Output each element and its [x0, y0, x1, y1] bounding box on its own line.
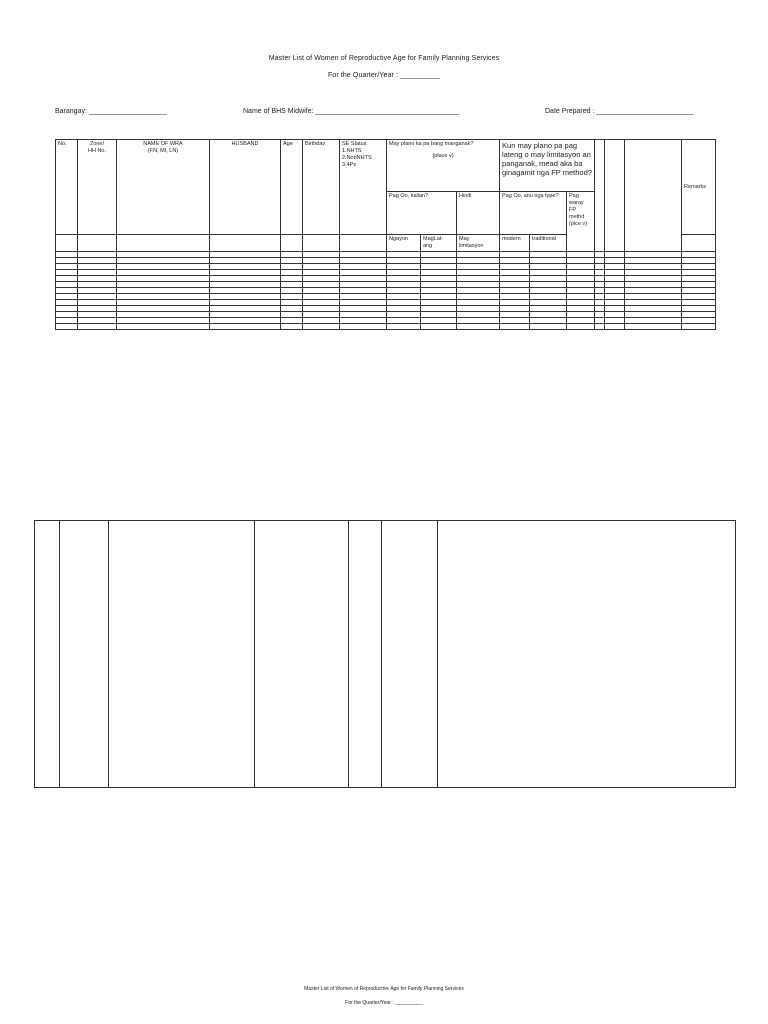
table-cell — [457, 324, 500, 330]
col-hindi-label: Hindi — [459, 193, 472, 199]
col-pag-waray-4: methd — [569, 214, 585, 220]
cell-blank — [56, 235, 78, 252]
col-age — [281, 140, 303, 235]
cell-blank — [340, 235, 387, 252]
col-ngayon — [387, 235, 421, 252]
table-row — [56, 324, 716, 330]
quarter-year-line: For the Quarter/Year : __________ — [327, 72, 440, 79]
column-divider — [437, 521, 438, 787]
col-may-limitasyon — [457, 235, 500, 252]
col-pag-waray — [567, 192, 595, 252]
col-husband — [210, 140, 281, 235]
column-divider — [381, 521, 382, 787]
col-wra-label-1: NAME OF WRA — [143, 141, 183, 147]
col-modern — [500, 235, 530, 252]
col-se-label-1: SE Status — [342, 141, 367, 147]
col-blank-1 — [595, 140, 605, 252]
col-se-status — [340, 140, 387, 235]
page-title: Master List of Women of Reproductive Age for Family Planning Services — [268, 55, 500, 62]
col-traditional-label: traditional — [532, 236, 556, 242]
master-list-table — [55, 139, 716, 330]
col-maglatang — [421, 235, 457, 252]
col-may-plano-place-v: (place v) — [432, 153, 454, 159]
table-cell — [78, 324, 117, 330]
cell-blank — [78, 235, 117, 252]
secondary-table-frame — [34, 520, 736, 788]
footer-quarter-year: For the Quarter/Year : __________ — [345, 1000, 423, 1006]
column-divider — [59, 521, 60, 787]
table-cell — [625, 324, 682, 330]
col-maglatang-1: MagLat- — [423, 236, 444, 242]
footer-title: Master List of Women of Reproductive Age for Family Planning Services — [304, 986, 464, 992]
col-traditional — [530, 235, 567, 252]
table-cell — [117, 324, 210, 330]
col-blank-2 — [605, 140, 625, 252]
column-divider — [254, 521, 255, 787]
cell-blank — [281, 235, 303, 252]
col-may-lim-1: May — [459, 236, 470, 242]
col-pag-waray-1: Pag — [569, 193, 579, 199]
col-no — [56, 140, 78, 235]
col-hindi — [457, 192, 500, 235]
col-se-label-4: 3.4Ps — [342, 162, 357, 168]
table-cell — [605, 324, 625, 330]
table-cell — [303, 324, 340, 330]
table-cell — [567, 324, 595, 330]
col-zone — [78, 140, 117, 235]
col-may-plano-label: May plano ka pa bang manganak? — [389, 141, 474, 147]
col-pag-waray-2: waray — [569, 200, 584, 206]
col-may-lim-2: limitasyon — [459, 243, 484, 249]
col-pag-oo-kailan — [387, 192, 457, 235]
table-cell — [500, 324, 530, 330]
date-prepared-field: Date Prepared : _________________________ — [545, 108, 694, 115]
col-pag-oo-kailan-label: Pag Oo, kailan? — [389, 193, 429, 199]
header-row-1 — [56, 140, 716, 192]
col-age-label: Age — [283, 141, 293, 147]
col-kun-may-plano — [500, 140, 595, 192]
col-pag-waray-3: FP — [569, 207, 577, 213]
col-pag-oo-anu-label: Pag Oo, anu nga type? — [502, 193, 559, 199]
midwife-field: Name of BHS Midwife: _____________________________________ — [243, 108, 460, 115]
col-zone-label-1: Zone/ — [89, 141, 105, 147]
col-husband-label: HUSBAND — [231, 141, 259, 147]
table-cell — [421, 324, 457, 330]
table-cell — [530, 324, 567, 330]
col-remarks — [682, 140, 716, 235]
col-se-label-2: 1.NHTS — [342, 148, 362, 154]
col-remarks-label: Remarks — [684, 183, 707, 190]
col-pag-oo-anu — [500, 192, 567, 235]
cell-blank — [303, 235, 340, 252]
col-maglatang-2: ang — [423, 243, 433, 249]
cell-blank — [210, 235, 281, 252]
table-cell — [210, 324, 281, 330]
col-wra — [117, 140, 210, 235]
cell-blank — [117, 235, 210, 252]
col-se-label-3: 2.NonNHTS — [342, 155, 372, 161]
col-ngayon-label: Ngayon — [389, 236, 408, 242]
col-zone-label-2: HH No. — [87, 148, 107, 154]
table-cell — [56, 324, 78, 330]
col-birthday — [303, 140, 340, 235]
col-modern-label: modern — [502, 236, 521, 242]
barangay-field: Barangay: ____________________ — [55, 108, 167, 115]
table-cell — [682, 324, 716, 330]
cell-blank — [682, 235, 716, 252]
table-cell — [595, 324, 605, 330]
col-wra-label-2: (FN, MI, LN) — [147, 148, 179, 154]
column-divider — [348, 521, 349, 787]
col-may-plano — [387, 140, 500, 192]
table-cell — [340, 324, 387, 330]
col-pag-waray-5: (plce v) — [569, 221, 588, 227]
col-kun-may-plano-label: Kun may plano pa pag lateng o may limitasyon an panganak, mead aka ba ginagamit nga FP method? — [502, 141, 592, 177]
col-no-label: No. — [58, 141, 67, 147]
table-cell — [281, 324, 303, 330]
col-birthday-label: Birthday — [305, 141, 326, 147]
col-blank-3 — [625, 140, 682, 252]
column-divider — [108, 521, 109, 787]
table-cell — [387, 324, 421, 330]
